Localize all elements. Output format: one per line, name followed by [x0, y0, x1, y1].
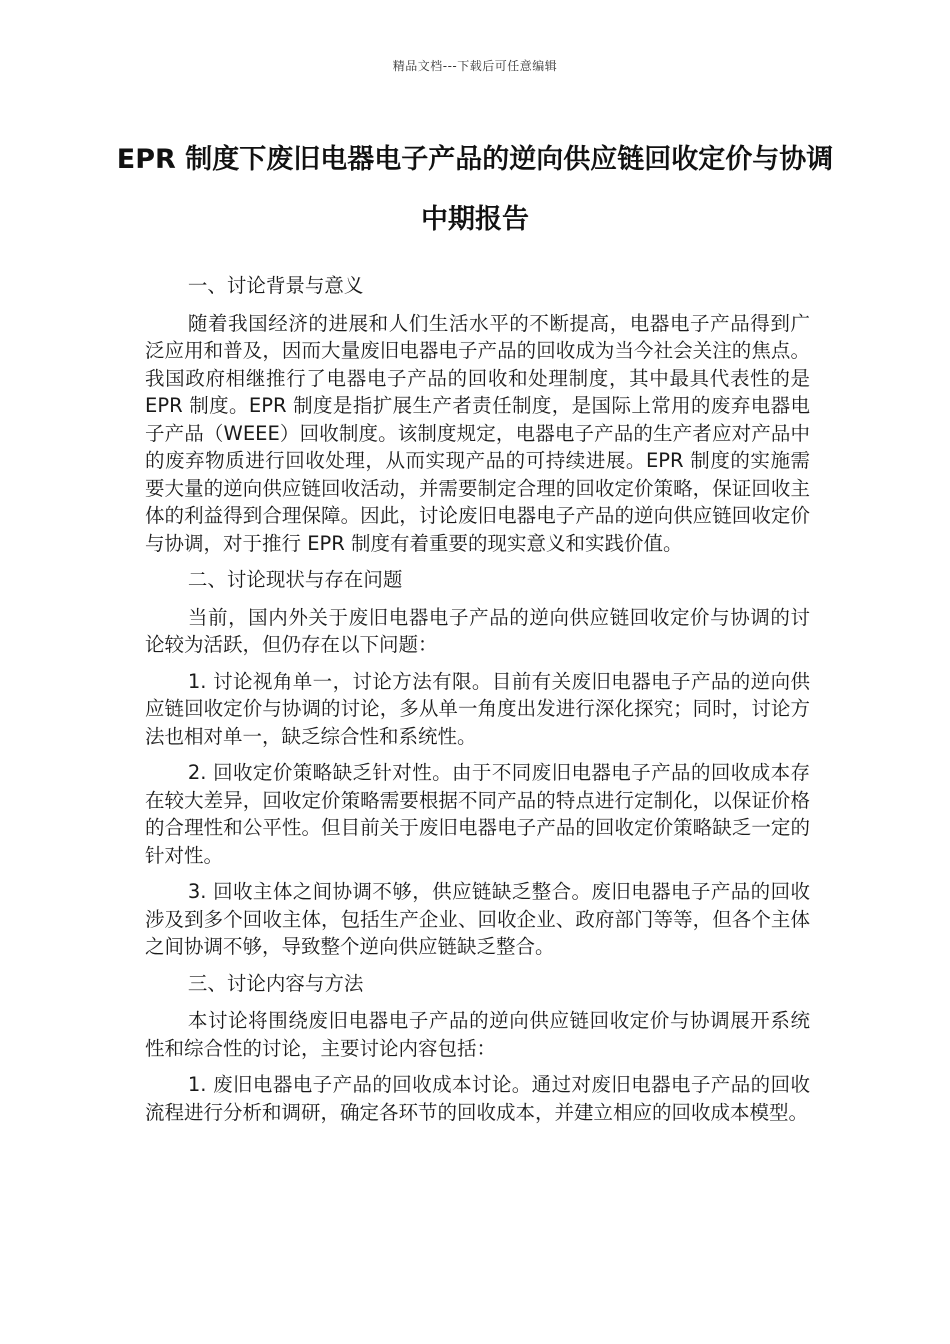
paragraph-background: 随着我国经济的进展和人们生活水平的不断提高，电器电子产品得到广泛应用和普及，因而大量废旧电器电子产品的回收成为当今社会关注的焦点。我国政府相继推行了电器电子产品的回收和处理制度，其中最具代表性的是 EPR 制度。EPR 制度是指扩展生产者责任制度，是国际上常用的废弃电器电子产品（WEEE）回收制度。该制度规定，电器电子产品的生产者应对产品中的废弃物质进行回收处理，从而实现产品的可持续进展。EPR 制度的实施需要大量的逆向供应链回收活动，并需要制定合理的回收定价策略，保证回收主体的利益得到合理保障。因此，讨论废旧电器电子产品的逆向供应链回收定价与协调，对于推行 EPR 制度有着重要的现实意义和实践价值。 [145, 311, 810, 555]
list-item-content-1: 1. 废旧电器电子产品的回收成本讨论。通过对废旧电器电子产品的回收流程进行分析和调研，确定各环节的回收成本，并建立相应的回收成本模型。 [145, 1073, 810, 1124]
section-heading-status: 二、讨论现状与存在问题 [187, 568, 403, 591]
paragraph-status-intro: 当前，国内外关于废旧电器电子产品的逆向供应链回收定价与协调的讨论较为活跃，但仍存在以下问题： [145, 605, 810, 656]
paragraph-content-intro: 本讨论将围绕废旧电器电子产品的逆向供应链回收定价与协调展开系统性和综合性的讨论，主要讨论内容包括： [145, 1009, 810, 1060]
section-heading-content: 三、讨论内容与方法 [187, 971, 364, 995]
list-item-problem-1: 1. 讨论视角单一，讨论方法有限。目前有关废旧电器电子产品的逆向供应链回收定价与协调的讨论，多从单一角度出发进行深化探究；同时，讨论方法也相对单一，缺乏综合性和系统性。 [145, 669, 810, 748]
header-note: 精品文档---下载后可任意编辑 [392, 59, 558, 73]
document-title: EPR 制度下废旧电器电子产品的逆向供应链回收定价与协调中期报告 [116, 144, 834, 235]
section-heading-background: 一、讨论背景与意义 [187, 274, 364, 297]
document-body [145, 272, 810, 1135]
list-item-problem-3: 3. 回收主体之间协调不够，供应链缺乏整合。废旧电器电子产品的回收涉及到多个回收主体，包括生产企业、回收企业、政府部门等等，但各个主体之间协调不够，导致整个逆向供应链缺乏整合。 [145, 880, 810, 958]
list-item-problem-2: 2. 回收定价策略缺乏针对性。由于不同废旧电器电子产品的回收成本存在较大差异，回收定价策略需要根据不同产品的特点进行定制化，以保证价格的合理性和公平性。但目前关于废旧电器电子产品的回收定价策略缺乏一定的针对性。 [145, 761, 810, 867]
